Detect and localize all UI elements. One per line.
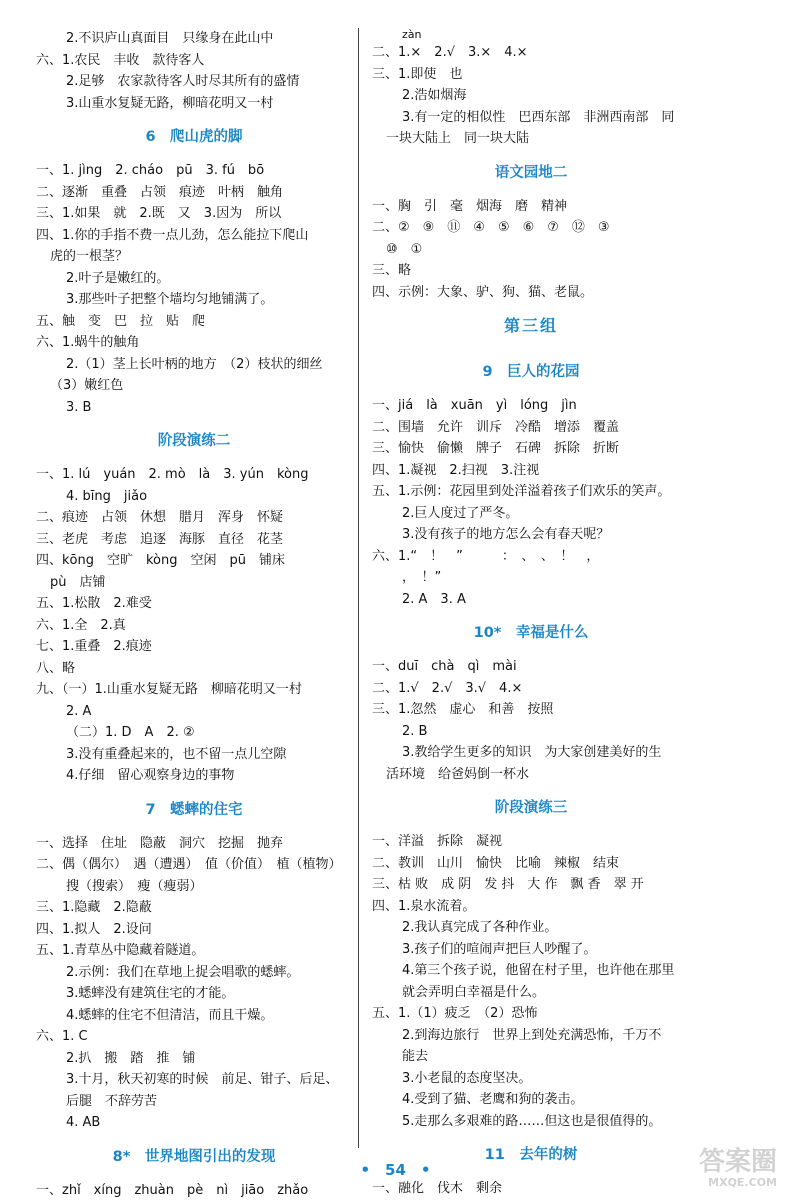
answer-line: 3.十月，秋天初寒的时候 前足、钳子、后足、 bbox=[36, 1069, 352, 1091]
answer-line: 六、1.农民 丰收 款待客人 bbox=[36, 50, 352, 72]
section-heading: 10* 幸福是什么 bbox=[372, 610, 690, 656]
section-heading: 阶段演练二 bbox=[36, 418, 352, 464]
answer-line: （二）1. D A 2. ② bbox=[36, 722, 352, 744]
answer-line: 二、1.× 2.√ 3.× 4.× bbox=[372, 42, 690, 64]
answer-line: 2.我认真完成了各种作业。 bbox=[372, 917, 690, 939]
answer-line: 一、1. lú yuán 2. mò là 3. yún kòng bbox=[36, 464, 352, 486]
answer-line: 四、1.你的手指不费一点儿劲，怎么能拉下爬山 bbox=[36, 225, 352, 247]
answer-line: 2.浩如烟海 bbox=[372, 85, 690, 107]
answer-line: 一、jiá là xuān yì lóng jìn bbox=[372, 395, 690, 417]
answer-line: 三、略 bbox=[372, 260, 690, 282]
section-heading: 语文园地二 bbox=[372, 150, 690, 196]
answer-line: 3. B bbox=[36, 397, 352, 419]
answer-line: 四、kōng 空旷 kòng 空闲 pū 铺床 bbox=[36, 550, 352, 572]
answer-line: 一、选择 住址 隐蔽 洞穴 挖掘 抛弃 bbox=[36, 833, 352, 855]
answer-line: 2.巨人度过了严冬。 bbox=[372, 503, 690, 525]
watermark-logo bbox=[657, 1148, 777, 1192]
watermark-title: 答案圈 bbox=[657, 1148, 777, 1176]
answer-line: 二、② ⑨ ⑪ ④ ⑤ ⑥ ⑦ ⑫ ③ bbox=[372, 217, 690, 239]
answer-line: 一、胸 引 毫 烟海 磨 精神 bbox=[372, 196, 690, 218]
answer-line: 五、1.示例：花园里到处洋溢着孩子们欢乐的笑声。 bbox=[372, 481, 690, 503]
answer-line: 4.蟋蟀的住宅不但清洁，而且干燥。 bbox=[36, 1005, 352, 1027]
answer-line: 二、逐渐 重叠 占领 痕迹 叶柄 触角 bbox=[36, 182, 352, 204]
right-column bbox=[372, 28, 690, 1200]
answer-line: 3.孩子们的喧闹声把巨人吵醒了。 bbox=[372, 939, 690, 961]
answer-line: 2.不识庐山真面目 只缘身在此山中 bbox=[36, 28, 352, 50]
answer-line: 四、示例：大象、驴、狗、猫、老鼠。 bbox=[372, 282, 690, 304]
section-heading: 8* 世界地图引出的发现 bbox=[36, 1134, 352, 1180]
answer-line: 二、教训 山川 愉快 比喻 辣椒 结束 bbox=[372, 853, 690, 875]
answer-line: 能去 bbox=[372, 1046, 690, 1068]
answer-line: 4. bīng jiǎo bbox=[36, 486, 352, 508]
answer-line: 一、zhǐ xíng zhuàn pè nì jiāo zhǎo bbox=[36, 1180, 352, 1201]
answer-line: 一、洋溢 拆除 凝视 bbox=[372, 831, 690, 853]
answer-line: 六、1.“ ！ ” ： 、 、 ！ ， bbox=[372, 546, 690, 568]
answer-line: 活环境 给爸妈倒一杯水 bbox=[372, 764, 690, 786]
answer-line: 七、1.重叠 2.痕迹 bbox=[36, 636, 352, 658]
section-heading: 第三组 bbox=[372, 303, 690, 349]
answer-line: 4. AB bbox=[36, 1112, 352, 1134]
answer-line: 二、痕迹 占领 休想 腊月 浑身 怀疑 bbox=[36, 507, 352, 529]
answer-line: 3.那些叶子把整个墙均匀地铺满了。 bbox=[36, 289, 352, 311]
answer-line: 2.扒 搬 踏 推 铺 bbox=[36, 1048, 352, 1070]
answer-line: zàn bbox=[372, 28, 690, 42]
answer-line: 2.到海边旅行 世界上到处充满恐怖，千万不 bbox=[372, 1025, 690, 1047]
answer-line: 2.叶子是嫩红的。 bbox=[36, 268, 352, 290]
answer-line: 六、1. C bbox=[36, 1026, 352, 1048]
answer-line: 搜（搜索） 瘦（瘦弱） bbox=[36, 876, 352, 898]
answer-line: 4.仔细 留心观察身边的事物 bbox=[36, 765, 352, 787]
answer-line: 五、触 变 巴 拉 贴 爬 bbox=[36, 311, 352, 333]
answer-line: ， ！” bbox=[372, 567, 690, 589]
watermark-url: MXQE.COM bbox=[657, 1176, 777, 1190]
answer-line: 3.小老鼠的态度坚决。 bbox=[372, 1068, 690, 1090]
answer-line: 3.没有重叠起来的，也不留一点儿空隙 bbox=[36, 744, 352, 766]
answer-line: 四、1.拟人 2.设问 bbox=[36, 919, 352, 941]
answer-line: 2. A 3. A bbox=[372, 589, 690, 611]
section-heading: 阶段演练三 bbox=[372, 785, 690, 831]
answer-line: 四、1.凝视 2.扫视 3.注视 bbox=[372, 460, 690, 482]
answer-line: 4.第三个孩子说，他留在村子里，也许他在那里 bbox=[372, 960, 690, 982]
page-number: • 54 • bbox=[0, 1159, 791, 1180]
answer-line: 2.示例：我们在草地上捉会唱歌的蟋蟀。 bbox=[36, 962, 352, 984]
answer-line: 三、老虎 考虑 追逐 海豚 直径 花茎 bbox=[36, 529, 352, 551]
answer-line: 二、偶（偶尔） 遇（遭遇） 值（价值） 植（植物） bbox=[36, 854, 352, 876]
left-column bbox=[36, 28, 352, 1201]
answer-line: 3.没有孩子的地方怎么会有春天呢？ bbox=[372, 524, 690, 546]
answer-line: 六、1.全 2.真 bbox=[36, 615, 352, 637]
section-heading: 6 爬山虎的脚 bbox=[36, 114, 352, 160]
section-heading: 11 去年的树 bbox=[372, 1132, 690, 1178]
answer-line: 二、围墙 允许 训斥 冷酷 增添 覆盖 bbox=[372, 417, 690, 439]
answer-line: ⑩ ① bbox=[372, 239, 690, 261]
answer-line: 五、1.青草丛中隐藏着隧道。 bbox=[36, 940, 352, 962]
answer-line: 后腿 不辞劳苦 bbox=[36, 1091, 352, 1113]
answer-line: 虎的一根茎？ bbox=[36, 246, 352, 268]
answer-line: 九、（一）1.山重水复疑无路 柳暗花明又一村 bbox=[36, 679, 352, 701]
answer-line: 六、1.蜗牛的触角 bbox=[36, 332, 352, 354]
answer-line: 2.足够 农家款待客人时尽其所有的盛情 bbox=[36, 71, 352, 93]
column-divider bbox=[358, 28, 359, 1148]
answer-line: 5.走那么多艰难的路……但这也是很值得的。 bbox=[372, 1111, 690, 1133]
answer-line: 2.（1）茎上长叶柄的地方 （2）枝状的细丝 bbox=[36, 354, 352, 376]
answer-line: （3）嫩红色 bbox=[36, 375, 352, 397]
answer-line: 五、1.（1）疲乏 （2）恐怖 bbox=[372, 1003, 690, 1025]
answer-line: 一、融化 伐木 剩余 bbox=[372, 1178, 690, 1200]
answer-line: 三、枯 败 成 阴 发 抖 大 作 飘 香 翠 开 bbox=[372, 874, 690, 896]
answer-line: 三、1.如果 就 2.既 又 3.因为 所以 bbox=[36, 203, 352, 225]
answer-line: 三、愉快 偷懒 牌子 石碑 拆除 折断 bbox=[372, 438, 690, 460]
answer-line: 3.教给学生更多的知识 为大家创建美好的生 bbox=[372, 742, 690, 764]
answer-line: 3.蟋蟀没有建筑住宅的才能。 bbox=[36, 983, 352, 1005]
answer-line: 三、1.即使 也 bbox=[372, 64, 690, 86]
answer-line: 3.有一定的相似性 巴西东部 非洲西南部 同 bbox=[372, 107, 690, 129]
answer-line: 4.受到了猫、老鹰和狗的袭击。 bbox=[372, 1089, 690, 1111]
answer-line: 三、1.隐藏 2.隐蔽 bbox=[36, 897, 352, 919]
answer-line: 就会弄明白幸福是什么。 bbox=[372, 982, 690, 1004]
answer-line: 四、1.泉水流着。 bbox=[372, 896, 690, 918]
answer-line: 一块大陆上 同一块大陆 bbox=[372, 128, 690, 150]
answer-line: 一、1. jìng 2. cháo pū 3. fú bō bbox=[36, 160, 352, 182]
answer-line: 2. A bbox=[36, 701, 352, 723]
answer-line: 3.山重水复疑无路，柳暗花明又一村 bbox=[36, 93, 352, 115]
section-heading: 9 巨人的花园 bbox=[372, 349, 690, 395]
answer-line: pù 店铺 bbox=[36, 572, 352, 594]
answer-line: 三、1.忽然 虚心 和善 按照 bbox=[372, 699, 690, 721]
answer-line: 五、1.松散 2.难受 bbox=[36, 593, 352, 615]
answer-line: 二、1.√ 2.√ 3.√ 4.× bbox=[372, 678, 690, 700]
answer-line: 八、略 bbox=[36, 658, 352, 680]
answer-line: 一、duī chà qì mài bbox=[372, 656, 690, 678]
answer-line: 2. B bbox=[372, 721, 690, 743]
section-heading: 7 蟋蟀的住宅 bbox=[36, 787, 352, 833]
